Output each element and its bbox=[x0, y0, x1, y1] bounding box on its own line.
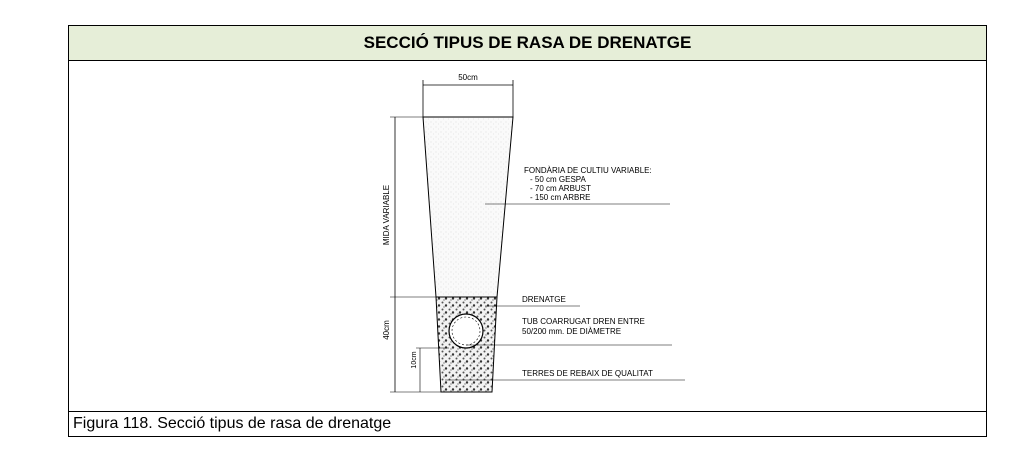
drenatge-label: DRENATGE bbox=[522, 295, 566, 304]
tub-label-line2: 50/200 mm. DE DIÀMETRE bbox=[522, 327, 622, 336]
width-dim-label: 50cm bbox=[458, 73, 478, 82]
figure-caption: Figura 118. Secció tipus de rasa de drenatge bbox=[69, 411, 986, 436]
fondaria-gespa: - 50 cm GESPA bbox=[530, 175, 586, 184]
drain-pipe bbox=[449, 314, 483, 348]
figure-title: SECCIÓ TIPUS DE RASA DE DRENATGE bbox=[69, 26, 986, 61]
variable-depth-label: MIDA VARIABLE bbox=[382, 184, 391, 246]
fondaria-arbust: - 70 cm ARBUST bbox=[530, 184, 591, 193]
depth-40-label: 40cm bbox=[382, 320, 391, 340]
depth-10-label: 10cm bbox=[411, 351, 418, 369]
terres-label: TERRES DE REBAIX DE QUALITAT bbox=[522, 369, 653, 378]
fondaria-arbre: - 150 cm ARBRE bbox=[530, 193, 591, 202]
fondaria-title: FONDÀRIA DE CULTIU VARIABLE: bbox=[524, 166, 652, 175]
topsoil-fill bbox=[423, 117, 513, 297]
tub-label-line1: TUB COARRUGAT DREN ENTRE bbox=[522, 317, 645, 326]
